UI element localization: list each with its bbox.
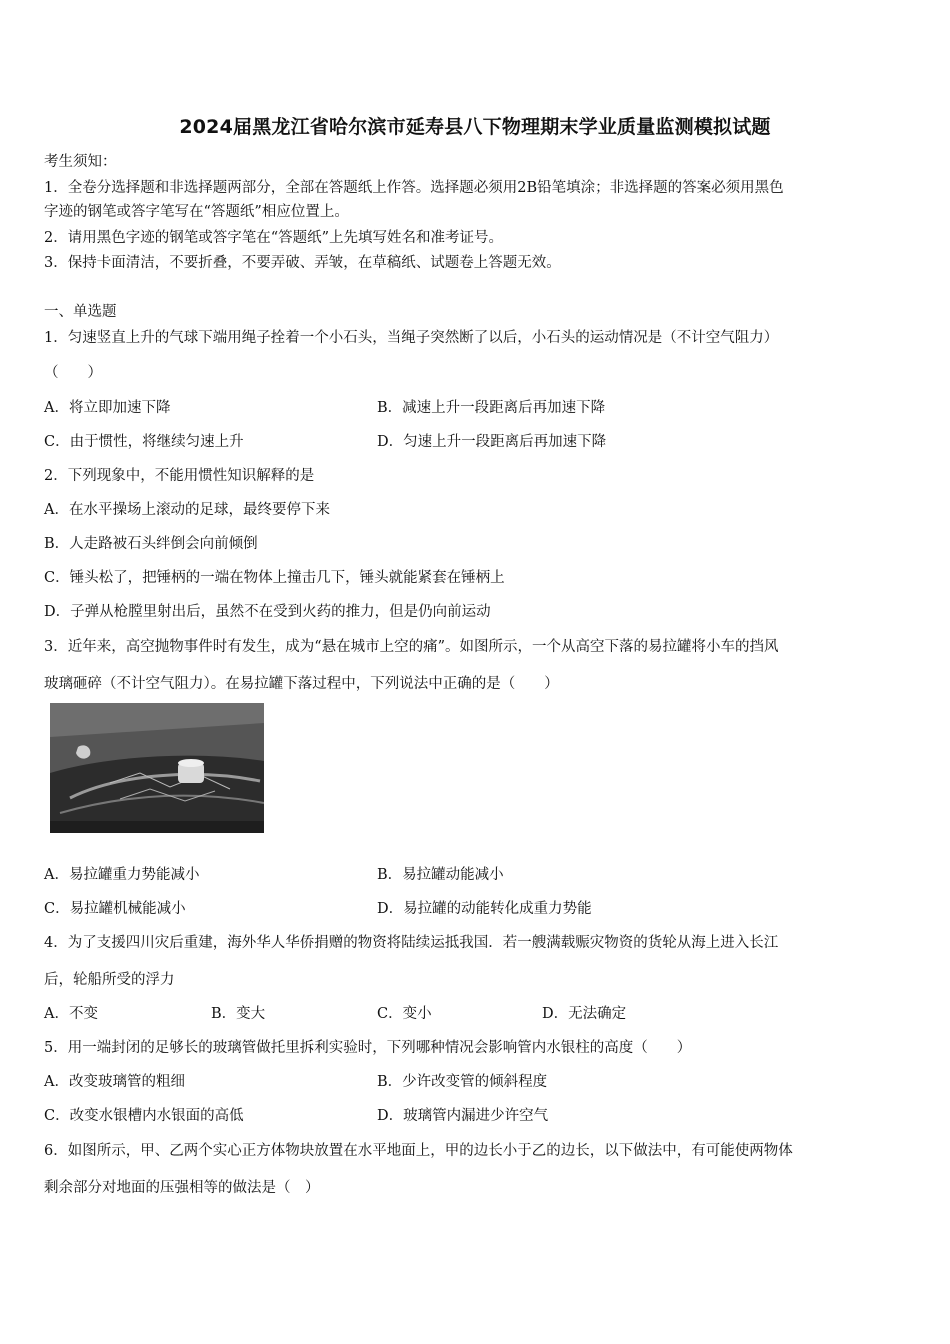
q6-stem: 6．如图所示，甲、乙两个实心正方体物块放置在水平地面上，甲的边长小于乙的边长，以下做法中，有可能使两物体 [44,1143,793,1159]
notice-item-1: 1．全卷分选择题和非选择题两部分，全部在答题纸上作答。选择题必须用2B铅笔填涂；非选择题的答案必须用黑色 [44,180,784,196]
q2-option-d: D．子弹从枪膛里射出后，虽然不在受到火药的推力，但是仍向前运动 [44,604,491,620]
q3-stem: 3．近年来，高空抛物事件时有发生，成为“悬在城市上空的痛”。如图所示，一个从高空下落的易拉罐将小车的挡风 [44,639,779,655]
q5-option-b: B．少许改变管的倾斜程度 [377,1074,548,1090]
q1-option-c: C．由于惯性，将继续匀速上升 [44,434,244,450]
q2-stem: 2．下列现象中，不能用惯性知识解释的是 [44,468,315,484]
q1-option-d: D．匀速上升一段距离后再加速下降 [377,434,607,450]
notice-item-2: 2．请用黑色字迹的钢笔或答字笔在“答题纸”上先填写姓名和准考证号。 [44,230,504,246]
q4-stem: 4．为了支援四川灾后重建，海外华人华侨捐赠的物资将陆续运抵我国．若一艘满载赈灾物资的货轮从海上进入长江 [44,935,779,951]
q3-option-d: D．易拉罐的动能转化成重力势能 [377,901,592,917]
q4-option-b: B．变大 [211,1006,266,1022]
q5-option-a: A．改变玻璃管的粗细 [44,1074,185,1090]
q3-option-c: C．易拉罐机械能减小 [44,901,186,917]
q1-option-b: B．减速上升一段距离后再加速下降 [377,400,606,416]
page-title: 2024届黑龙江省哈尔滨市延寿县八下物理期末学业质量监测模拟试题 [179,116,771,138]
notice-item-1-cont: 字迹的钢笔或答字笔写在“答题纸”相应位置上。 [44,204,349,220]
section-heading: 一、单选题 [44,304,117,320]
q3-photo-broken-windshield [50,703,264,833]
q4-stem-cont: 后，轮船所受的浮力 [44,972,175,988]
q5-stem: 5．用一端封闭的足够长的玻璃管做托里拆利实验时，下列哪种情况会影响管内水银柱的高度（ ） [44,1040,692,1056]
q5-option-d: D．玻璃管内漏进少许空气 [377,1108,549,1124]
q2-option-c: C．锤头松了，把锤柄的一端在物体上撞击几下，锤头就能紧套在锤柄上 [44,570,505,586]
q2-option-a: A．在水平操场上滚动的足球，最终要停下来 [44,502,330,518]
q1-stem-cont: （ ） [44,365,102,381]
q1-stem: 1．匀速竖直上升的气球下端用绳子拴着一个小石头，当绳子突然断了以后，小石头的运动情况是（不计空气阻力） [44,330,779,346]
q5-option-c: C．改变水银槽内水银面的高低 [44,1108,244,1124]
q4-option-c: C．变小 [377,1006,432,1022]
q4-option-d: D．无法确定 [542,1006,627,1022]
notice-item-3: 3．保持卡面清洁，不要折叠，不要弄破、弄皱，在草稿纸、试题卷上答题无效。 [44,255,561,271]
notice-heading: 考生须知： [44,154,117,170]
q6-stem-cont: 剩余部分对地面的压强相等的做法是（ ） [44,1180,320,1196]
q1-option-a: A．将立即加速下降 [44,400,171,416]
q2-option-b: B．人走路被石头绊倒会向前倾倒 [44,536,258,552]
windshield-image [50,703,264,833]
q3-stem-cont: 玻璃砸碎（不计空气阻力）。在易拉罐下落过程中，下列说法中正确的是（ ） [44,676,559,692]
q3-option-a: A．易拉罐重力势能减小 [44,867,200,883]
q4-option-a: A．不变 [44,1006,98,1022]
q3-option-b: B．易拉罐动能减小 [377,867,504,883]
